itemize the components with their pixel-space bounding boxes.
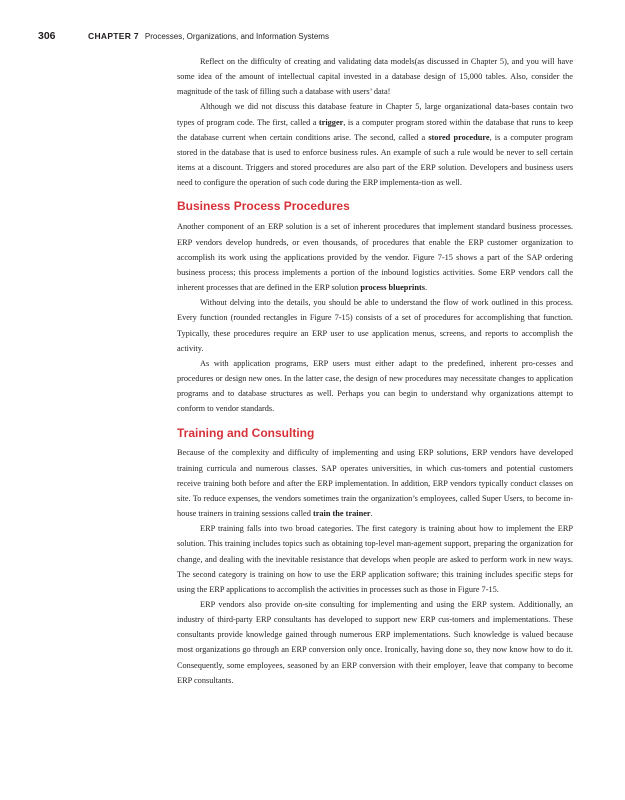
page-number: 306	[38, 30, 56, 42]
key-term-stored-procedure: stored procedure	[428, 132, 490, 142]
text-run: , is a computer program stored in the database that is used to enforce business rules. An example of such a rule would be never to sell certain items at a discount. Triggers and stored procedures are also part of the ERP solution. Developers and business users need to configure the operation of such code during the ERP implementa-tion as well.	[177, 132, 573, 188]
body-text	[177, 54, 573, 688]
text-run: Another component of an ERP solution is a set of inherent procedures that implement standard business processes. ERP vendors develop hundreds, or even thousands, of procedures that enable the ERP customer organization to accomplish its work using the applications provided by the vendor. Figure 7-15 shows a part of the SAP ordering business process; this process implements a portion of the inbound logistics activities. Some ERP vendors call the inherent processes that are defined in the ERP solution	[177, 222, 573, 293]
section2-paragraph-2: ERP training falls into two broad categories. The first category is training about how to implement the ERP solution. This training includes topics such as obtaining top-level man-agement support, preparing the organization for change, and dealing with the inevitable resistance that develops when people are asked to perform work in new ways. The second category is training on how to use the ERP application software; this training includes specific steps for using the ERP applications to accomplish the activities in processes such as those in Figure 7-15.	[177, 524, 573, 594]
key-term-trigger: trigger	[318, 117, 344, 127]
section1-paragraph-3: As with application programs, ERP users must either adapt to the predefined, inherent pro-cesses and procedures or design new ones. In the latter case, the design of new procedures may necessitate changes to application programs and to database structures as well. Perhaps you can begin to understand why organizations attempt to conform to vendor standards.	[177, 358, 573, 414]
section-heading-business-process-procedures: Business Process Procedures	[177, 199, 350, 214]
key-term-train-the-trainer: train the trainer	[312, 509, 371, 519]
chapter-title: Processes, Organizations, and Information Systems	[144, 32, 329, 41]
text-run: , is a computer program stored within the database that runs to keep the database current when certain conditions arise. The second, called a	[177, 117, 573, 142]
text-run: .	[370, 509, 373, 519]
section1-paragraph-2: Without delving into the details, you should be able to understand the flow of work outlined in this process. Every function (rounded rectangles in Figure 7-15) consists of a set of procedures for accomplishing that function. Typically, these procedures require an ERP user to use application menus, screens, and reports to accomplish the activity.	[177, 298, 573, 353]
text-run: .	[424, 283, 428, 293]
section2-paragraph-1	[177, 445, 573, 521]
text-run: Because of the complexity and difficulty of implementing and using ERP solutions, ERP vendors have developed training curricula and numerous classes. SAP operates universities, in which cus-tomers and potential customers receive training both before and after the ERP implementation. In addition, ERP vendors typically conduct classes on site. To reduce expenses, the vendors sometimes train the organization’s employees, called Super Users, to become in-house trainers in training sessions called	[177, 448, 573, 519]
chapter-label: CHAPTER 7	[88, 31, 139, 41]
running-header	[38, 30, 605, 44]
section-heading-training-and-consulting: Training and Consulting	[177, 426, 315, 441]
intro-paragraph-2	[177, 99, 573, 190]
key-term-process-blueprints: process blueprints	[360, 283, 425, 293]
section1-paragraph-1	[177, 219, 573, 295]
text-run: Although we did not discuss this database feature in Chapter 5, large organizational data-bases contain two types of program code. The first, called a	[177, 102, 573, 127]
section2-paragraph-3: ERP vendors also provide on-site consulting for implementing and using the ERP system. Additionally, an industry of third-party ERP consultants has developed to support new ERP cus-tomers and implementations. These consultants provide knowledge gained through numerous ERP implementations. Such knowledge is valued because most organizations go through an ERP conversion only once. Ironically, having done so, they now know how to do it. Consequently, some employees, seasoned by an ERP conversion with their employer, leave that company to become ERP consultants.	[177, 600, 573, 685]
intro-paragraph-1: Reflect on the difficulty of creating and validating data models(as discussed in Chapter 5), and you will have some idea of the amount of intellectual capital invested in a database design of 15,000 tables. Also, consider the magnitude of the task of filling such a database with users’ data!	[177, 57, 573, 97]
